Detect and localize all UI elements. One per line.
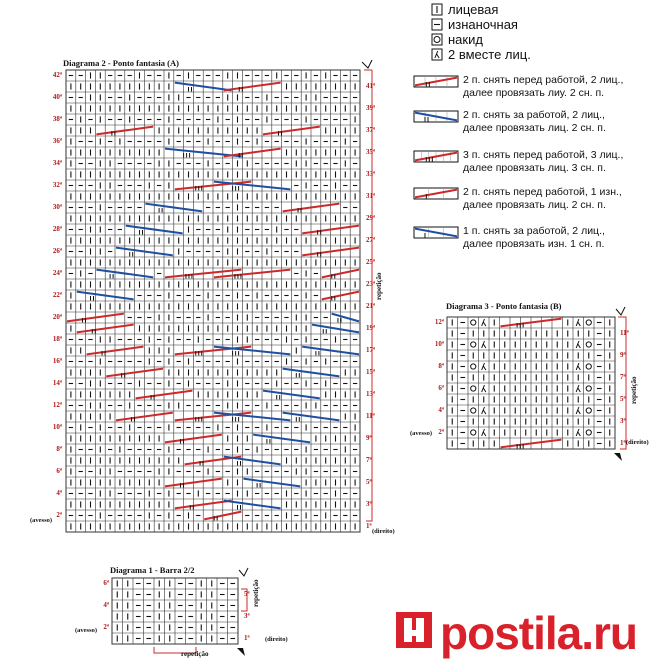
cable-description [463,186,622,212]
diagram2-title: Diagrama 2 - Ponto fantasia (A) [63,58,179,68]
cable-description-line2: далее провязать лиу. 2 сн. п. [463,87,605,99]
diagram2-row-label: 22ª [52,291,62,299]
diagram1-row-label: 2ª [103,623,109,631]
diagram2-row-label: 4ª [56,489,62,497]
diagram2-row-label: 30ª [52,203,62,211]
diagram2-row-label: 34ª [52,159,62,167]
cable-description-line1: 2 п. снять за работой, 2 лиц., [463,109,605,121]
cable-description-line1: 1 п. снять за работой, 2 лиц., [463,225,605,237]
cable-description-line1: 2 п. снять перед работой, 2 лиц., [463,74,624,86]
diagram2-row-label: 35ª [366,148,376,156]
diagram2-row-label: 25ª [366,258,376,266]
key-symbol-1-icon [432,4,442,15]
diagram2-row-label: 31ª [366,192,376,200]
diagram2-row-label: 10ª [52,423,62,431]
diagram3-grid [447,317,615,449]
diagram3-row-label: 5ª [620,395,626,403]
diagram3-row-label: 6ª [438,384,444,392]
diagram2-row-label: 20ª [52,313,62,321]
key-symbol-3-icon [432,34,442,45]
cable-symbol-1-icon [414,76,458,87]
diagram3-row-label: 10ª [434,340,444,348]
cable-description [463,149,623,175]
cable-symbol-5-icon [414,227,458,238]
cable-description-line1: 3 п. снять перед работой, 3 лиц., [463,149,624,161]
diagram3-row-label: 12ª [434,318,444,326]
diagram2-row-label: 26ª [52,247,62,255]
diagram2-row-label: 33ª [366,170,376,178]
diagram2-row-label: 15ª [366,368,376,376]
diagram3-row-label: 7ª [620,373,626,381]
diagram1-end-arrow [237,648,245,656]
diagram2-row-label: 41ª [366,82,376,90]
key-label: 2 вместе лиц. [448,47,531,62]
diagram3-row-label: 1ª [620,439,626,447]
diagram1-row-label: 4ª [103,601,109,609]
diagram2-row-label: 32ª [52,181,62,189]
diagram2-row-label: 40ª [52,93,62,101]
diagram2-start-arrow [362,60,372,68]
cable-description-line2: далее провязать лиц. 2 сн. п. [463,199,606,211]
diagram2-row-label: 18ª [52,335,62,343]
diagram2-row-label: 21ª [366,302,376,310]
key-label: накид [448,32,483,47]
diagram1-side-repeat-label: repetição [252,579,260,607]
diagram2-direito-label: (direito) [372,528,395,535]
diagram2-avesso-label: (avesso) [30,517,53,524]
diagram2-row-label: 19ª [366,324,376,332]
diagram3-row-label: 11ª [620,329,629,337]
diagram3-row-label: 3ª [620,417,626,425]
diagram2-row-label: 7ª [366,456,372,464]
diagram3-end-arrow [614,453,622,461]
cable-description [463,225,605,251]
diagram1-row-label: 1ª [244,634,250,642]
cable-symbol-3-icon [414,151,458,162]
diagram3-row-label: 9ª [620,351,626,359]
cable-description-line2: далее провязать лиц. 2 сн. п. [463,122,606,134]
diagram1-row-label: 6ª [103,579,109,587]
watermark: postila.ru [440,607,638,659]
cable-description-line2: далее провязать лиц. 3 сн. п. [463,162,606,174]
key-label: лицевая [448,2,499,17]
diagram2-row-label: 11ª [366,412,375,420]
diagram2-row-label: 36ª [52,137,62,145]
key-label: изнаночная [448,17,518,32]
diagram2-row-label: 16ª [52,357,62,365]
diagram2-row-label: 6ª [56,467,62,475]
diagram2-row-label: 37ª [366,126,376,134]
diagram2-row-label: 42ª [52,71,62,79]
diagram2-row-label: 39ª [366,104,376,112]
cable-description-line2: далее провязать изн. 1 сн. п. [463,238,605,250]
diagram2-row-label: 28ª [52,225,62,233]
diagram1-repeat-label: repetição [181,650,209,658]
watermark-logo-icon [396,612,432,648]
diagram2-row-label: 1ª [366,522,372,530]
diagram2-row-label: 14ª [52,379,62,387]
diagram2-row-label: 5ª [366,478,372,486]
cable-description-line1: 2 п. снять перед работой, 1 изн., [463,186,622,198]
diagram2-row-label: 38ª [52,115,62,123]
diagram2-repeat-bracket [364,70,372,521]
diagram3-start-arrow [616,307,625,315]
diagram2-row-label: 12ª [52,401,62,409]
diagram2-row-label: 24ª [52,269,62,277]
diagram2-row-label: 29ª [366,214,376,222]
diagram2-row-label: 8ª [56,445,62,453]
key-symbol-4-icon [432,49,442,60]
diagram1-start-arrow [239,568,248,576]
cable-symbol-4-icon [414,188,458,199]
diagram2-row-label: 17ª [366,346,376,354]
diagram1-avesso-label: (avesso) [75,627,98,634]
diagram3-avesso-label: (avesso) [410,430,433,437]
diagram1-direito-label: (direito) [265,636,288,643]
diagram3-row-label: 8ª [438,362,444,370]
diagram1-row-label: 5ª [244,590,250,598]
diagram3-repeat-label: repetição [630,376,638,404]
diagram3-title: Diagrama 3 - Ponto fantasia (B) [446,301,562,311]
cable-description [463,74,623,100]
diagram3-direito-label: (direito) [626,439,649,446]
diagram1-grid [112,578,238,644]
cable-description [463,109,606,135]
diagram3-row-label: 2ª [438,428,444,436]
diagram2-row-label: 3ª [366,500,372,508]
diagram2-repeat-label: repetição [375,272,383,300]
diagram1-title: Diagrama 1 - Barra 2/2 [110,565,195,575]
diagram2-row-label: 9ª [366,434,372,442]
cable-symbol-2-icon [414,111,458,122]
diagram2-row-label: 27ª [366,236,376,244]
diagram3-row-label: 4ª [438,406,444,414]
diagram2-row-label: 2ª [56,511,62,519]
diagram2-row-label: 23ª [366,280,376,288]
diagram2-row-label: 13ª [366,390,376,398]
key-symbol-2-icon [432,19,442,30]
diagram1-row-label: 3ª [244,612,250,620]
